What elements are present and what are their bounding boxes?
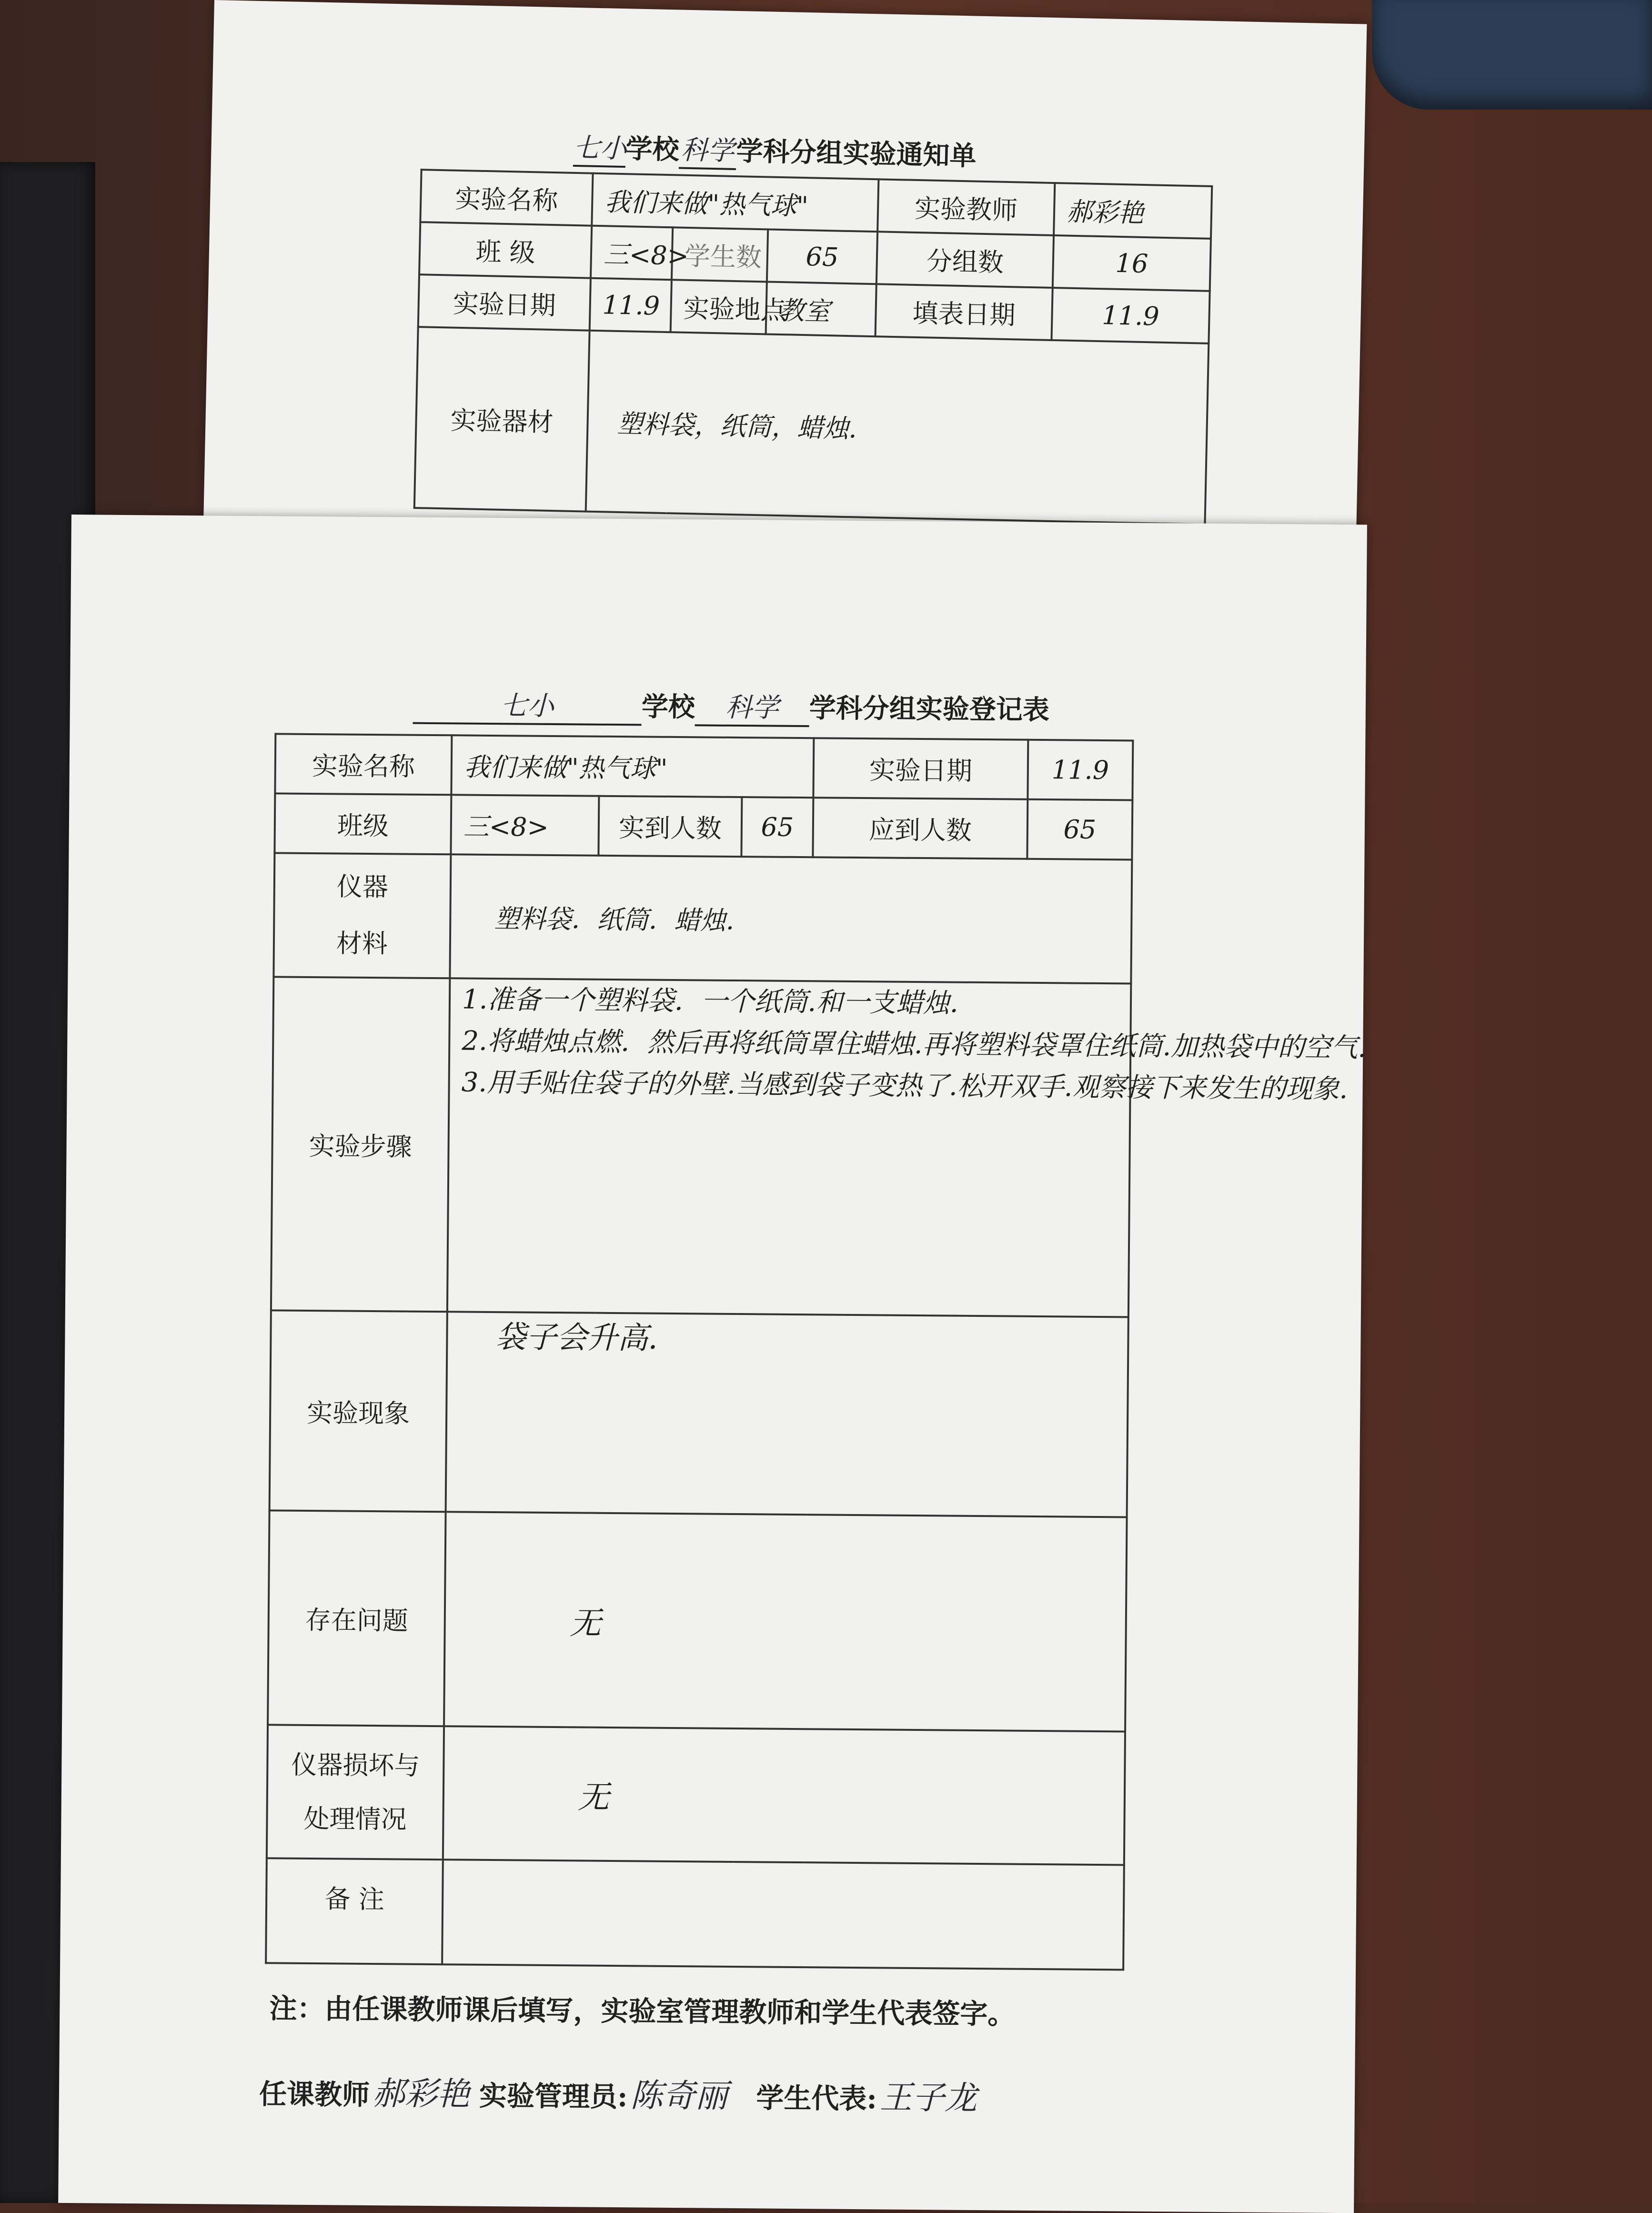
register-actual-label: 实到人数 xyxy=(598,796,742,857)
register-title-school: 学校 xyxy=(641,691,695,723)
register-title-subject: 科学 xyxy=(695,686,810,727)
notice-students-label: 学生数 xyxy=(672,227,768,282)
notice-title-school-name: 七小 xyxy=(573,127,626,168)
register-damage-label xyxy=(267,1725,444,1859)
student-signature: 王子龙 xyxy=(879,2079,977,2118)
register-equipment-label xyxy=(273,853,451,978)
register-class-label: 班级 xyxy=(274,793,451,854)
admin-signature: 陈奇丽 xyxy=(630,2077,728,2115)
register-name-label: 实验名称 xyxy=(275,734,452,795)
register-damage-label-2: 处理情况 xyxy=(303,1803,407,1835)
teacher-signature: 郝彩艳 xyxy=(372,2075,470,2113)
teacher-label: 任课教师 xyxy=(259,2078,370,2112)
register-problems-label: 存在问题 xyxy=(268,1510,446,1726)
notice-groups-label: 分组数 xyxy=(876,232,1054,288)
register-equipment-label-2: 材料 xyxy=(336,928,388,959)
register-damage-value: 无 xyxy=(443,1726,1125,1865)
notice-equipment-value: 塑料袋，纸筒，蜡烛. xyxy=(586,331,1209,525)
notice-fill-date-label: 填表日期 xyxy=(876,284,1053,340)
notice-teacher-label: 实验教师 xyxy=(877,179,1055,235)
notice-sheet xyxy=(202,0,1367,596)
register-equipment-value: 塑料袋．纸筒．蜡烛． xyxy=(450,854,1132,983)
register-remarks-value xyxy=(442,1859,1124,1970)
notice-groups-value: 16 xyxy=(1053,235,1211,291)
notice-name-value: 我们来做"热气球" xyxy=(592,173,878,232)
register-phenomenon-value: 袋子会升高. xyxy=(446,1312,1128,1517)
notice-class-label: 班 级 xyxy=(419,222,592,278)
register-title xyxy=(413,684,1050,729)
register-expected-value: 65 xyxy=(1027,799,1132,860)
register-title-school-name: 七小 xyxy=(413,684,642,726)
register-name-value: 我们来做"热气球" xyxy=(451,735,814,798)
register-step-1: 1.准备一个塑料袋．一个纸筒.和一支蜡烛． xyxy=(462,984,977,1019)
notice-title-suffix: 学科分组实验通知单 xyxy=(735,135,977,172)
notice-title-school: 学校 xyxy=(625,133,680,166)
footer-note: 注：由任课教师课后填写，实验室管理教师和学生代表签字。 xyxy=(269,1992,1016,2031)
register-damage-label-1: 仪器损坏与 xyxy=(291,1749,420,1781)
register-step-2: 2.将蜡烛点燃．然后再将纸筒罩住蜡烛.再将塑料袋罩住纸筒.加热袋中的空气. xyxy=(462,1025,1367,1064)
register-class-value: 三<8> xyxy=(451,795,599,855)
notice-date-value: 11.9 xyxy=(590,278,672,333)
notice-table xyxy=(413,169,1213,525)
notice-name-label: 实验名称 xyxy=(420,170,593,226)
register-steps-label: 实验步骤 xyxy=(271,977,450,1312)
notice-equipment-label: 实验器材 xyxy=(414,327,590,511)
register-steps-value xyxy=(447,978,1367,1317)
notice-teacher-value: 郝彩艳 xyxy=(1054,183,1212,239)
register-problems-value: 无 xyxy=(444,1512,1127,1731)
notice-location-label: 实验地点 xyxy=(671,280,767,334)
register-title-suffix: 学科分组实验登记表 xyxy=(809,692,1050,726)
notice-students-value: 65 xyxy=(767,229,877,284)
register-actual-value: 65 xyxy=(741,797,813,857)
admin-label: 实验管理员: xyxy=(479,2079,628,2113)
notice-location-value: 教室 xyxy=(766,282,876,336)
register-expected-label: 应到人数 xyxy=(813,798,1027,859)
register-step-3: 3.用手贴住袋子的外壁.当感到袋子变热了.松开双手.观察接下来发生的现象. xyxy=(461,1067,1348,1105)
register-date-value: 11.9 xyxy=(1027,740,1133,800)
notice-fill-date-value: 11.9 xyxy=(1051,288,1209,344)
notice-title xyxy=(573,127,977,175)
notice-title-subject: 科学 xyxy=(679,129,737,170)
notice-date-label: 实验日期 xyxy=(418,274,591,331)
register-equipment-label-1: 仪器 xyxy=(336,871,389,902)
register-remarks-label: 备 注 xyxy=(266,1858,443,1964)
notice-class-value: 三<8> xyxy=(591,226,673,280)
signature-row xyxy=(259,2067,987,2119)
register-date-label: 实验日期 xyxy=(813,738,1028,799)
blue-object xyxy=(1372,0,1652,110)
register-table xyxy=(265,733,1367,1970)
student-label: 学生代表: xyxy=(756,2082,877,2115)
register-sheet xyxy=(58,515,1367,2213)
register-phenomenon-label: 实验现象 xyxy=(270,1310,447,1512)
